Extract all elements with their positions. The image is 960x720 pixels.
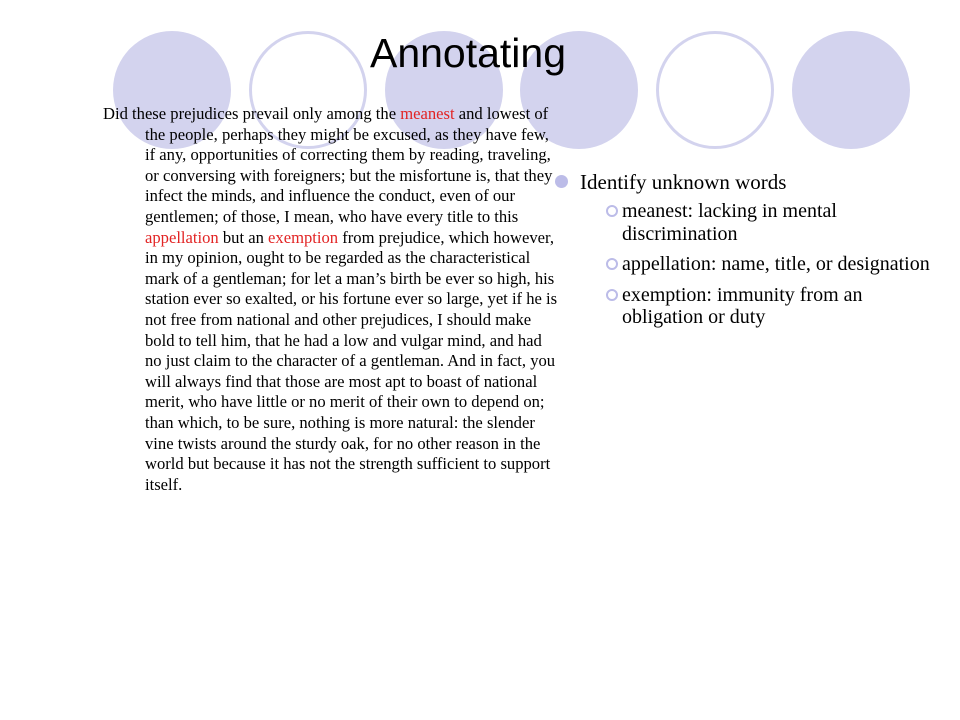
passage-segment: but an [218,227,269,247]
definitions-list [548,200,948,329]
ring-bullet-icon [606,258,618,270]
passage-text [103,104,560,495]
notes-heading: Identify unknown words [580,170,787,194]
notes-list [548,170,948,337]
filled-circle-bullet-icon [555,175,568,188]
highlighted-word-appellation: appellation [145,227,219,247]
slide-title: Annotating [369,30,567,76]
ring-bullet-icon [606,289,618,301]
ring-bullet-icon [606,205,618,217]
passage-segment: Did these prejudices prevail only among the [103,104,401,123]
notes-heading-item [548,170,948,194]
highlighted-word-meanest: meanest [400,104,455,123]
passage-segment: and lowest of the people, perhaps they might be excused, as they have few, if any, opportunities of correcting them by reading, traveling, or conversing with foreigners; but the misfortune is, that they infect the minds, and influence the conduct, even of our gentlemen; of those, I mean, who have every title to this [145,104,553,226]
definition-item [548,284,948,329]
definition-text: exemption: immunity from an obligation or duty [622,283,863,328]
highlighted-word-exemption: exemption [268,227,339,247]
definition-text: appellation: name, title, or designation [622,253,930,275]
passage-segment: from prejudice, which however, in my opinion, ought to be regarded as the characteristical mark of a gentleman; for let a man’s birth be ever so high, his station ever so exalted, or his fortune ever so large, yet if he is not free from national and other prejudices, I should make bold to tell him, that he had a low and vulgar mind, and had no just claim to the character of a gentleman. And in fact, you will always find that those are most apt to boast of national merit, who have little or no merit of their own to depend on; than which, to be sure, nothing is more natural: the slender vine twists around the sturdy oak, for no other reason in the world but because it has not the strength sufficient to support itself. [145,227,558,494]
definition-item [548,253,948,276]
definition-item [548,200,948,245]
definition-text: meanest: lacking in mental discrimination [622,200,837,245]
